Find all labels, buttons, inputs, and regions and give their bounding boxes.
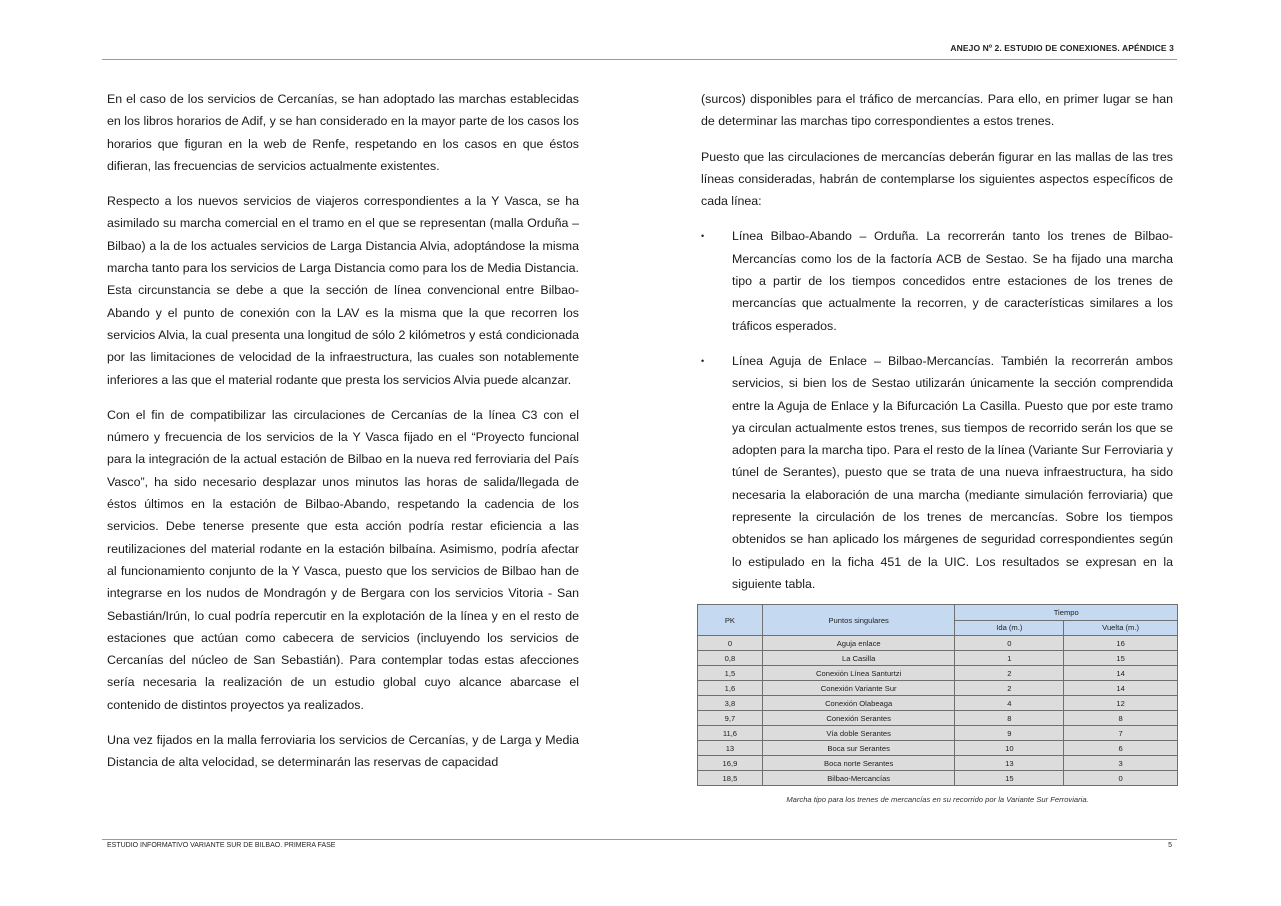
header-title: ANEJO Nº 2. ESTUDIO DE CONEXIONES. APÉNDICE 3 [950, 43, 1174, 53]
cell-ida: 8 [955, 711, 1064, 726]
list-item [701, 350, 1173, 595]
cell-vuelta: 8 [1064, 711, 1178, 726]
paragraph: En el caso de los servicios de Cercanías, se han adoptado las marchas establecidas en los libros horarios de Adif, y se han considerado en la mayor parte de los casos los horarios que figuran en la web de Renfe, respetando en los casos en que éstos difieran, las frecuencias de servicios actualmente existentes. [107, 92, 579, 173]
cell-punto: Conexión Variante Sur [762, 681, 955, 696]
header-tiempo: Tiempo [955, 605, 1178, 621]
cell-pk: 9,7 [698, 711, 763, 726]
list-item-text: Línea Bilbao-Abando – Orduña. La recorrerán tanto los trenes de Bilbao-Mercancías como los de la factoría ACB de Sestao. Se ha fijado una marcha tipo a partir de los tiempos concedidos entre estaciones de los trenes de mercancías que actualmente la recorren, y de características similares a los tráficos esperados. [732, 229, 1173, 333]
header-pk: PK [698, 605, 763, 636]
cell-vuelta: 14 [1064, 681, 1178, 696]
footer-title: ESTUDIO INFORMATIVO VARIANTE SUR DE BILBAO. PRIMERA FASE [107, 842, 336, 849]
cell-ida: 4 [955, 696, 1064, 711]
cell-vuelta: 3 [1064, 756, 1178, 771]
header-ida: Ida (m.) [955, 620, 1064, 636]
paragraph: Puesto que las circulaciones de mercancías deberán figurar en las mallas de las tres líneas consideradas, habrán de contemplarse los siguientes aspectos específicos de cada línea: [701, 149, 1173, 209]
cell-vuelta: 16 [1064, 636, 1178, 651]
table-row [698, 666, 1178, 681]
cell-ida: 2 [955, 681, 1064, 696]
cell-pk: 1,5 [698, 666, 763, 681]
table-caption: Marcha tipo para los trenes de mercancías en su recorrido por la Variante Sur Ferroviaria. [786, 795, 1089, 804]
table-row [698, 696, 1178, 711]
table-row [698, 771, 1178, 786]
table-row [698, 651, 1178, 666]
cell-ida: 13 [955, 756, 1064, 771]
cell-vuelta: 6 [1064, 741, 1178, 756]
page-footer [102, 839, 1177, 854]
freight-times-table [697, 604, 1178, 786]
cell-vuelta: 0 [1064, 771, 1178, 786]
paragraph: Una vez fijados en la malla ferroviaria los servicios de Cercanías, y de Larga y Media Distancia de alta velocidad, se determinarán las reservas de capacidad [107, 733, 579, 770]
cell-pk: 18,5 [698, 771, 763, 786]
cell-ida: 1 [955, 651, 1064, 666]
cell-vuelta: 14 [1064, 666, 1178, 681]
cell-punto: Vía doble Serantes [762, 726, 955, 741]
cell-ida: 10 [955, 741, 1064, 756]
cell-ida: 15 [955, 771, 1064, 786]
cell-punto: Conexión Línea Santurtzi [762, 666, 955, 681]
table-row [698, 636, 1178, 651]
left-column [107, 88, 579, 787]
cell-pk: 16,9 [698, 756, 763, 771]
cell-pk: 0,8 [698, 651, 763, 666]
cell-punto: Conexión Olabeaga [762, 696, 955, 711]
cell-ida: 0 [955, 636, 1064, 651]
list-item [701, 225, 1173, 336]
cell-pk: 0 [698, 636, 763, 651]
header-puntos: Puntos singulares [762, 605, 955, 636]
cell-vuelta: 7 [1064, 726, 1178, 741]
cell-pk: 13 [698, 741, 763, 756]
cell-punto: Conexión Serantes [762, 711, 955, 726]
table-row [698, 681, 1178, 696]
bullet-list [701, 225, 1173, 595]
cell-pk: 11,6 [698, 726, 763, 741]
header-vuelta: Vuelta (m.) [1064, 620, 1178, 636]
cell-punto: Boca norte Serantes [762, 756, 955, 771]
table-body [698, 636, 1178, 786]
cell-ida: 2 [955, 666, 1064, 681]
cell-punto: La Casilla [762, 651, 955, 666]
cell-punto: Bilbao-Mercancías [762, 771, 955, 786]
paragraph: (surcos) disponibles para el tráfico de mercancías. Para ello, en primer lugar se han de determinar las marchas tipo correspondientes a estos trenes. [701, 92, 1173, 129]
page-header [102, 42, 1177, 60]
list-item-text: Línea Aguja de Enlace – Bilbao-Mercancías. También la recorrerán ambos servicios, si bien los de Sestao utilizarán únicamente la sección comprendida entre la Aguja de Enlace y la Bifurcación La Casilla. Puesto que por este tramo ya circulan actualmente estos trenes, sus tiempos de recorrido serán los que se adopten para la marcha tipo. Para el resto de la línea (Variante Sur Ferroviaria y túnel de Serantes), puesto que se trata de una nueva infraestructura, ha sido necesaria la elaboración de una marcha (mediante simulación ferroviaria) que represente la circulación de los trenes de mercancías. Sobre los tiempos obtenidos se han aplicado los márgenes de seguridad correspondientes según lo estipulado en la ficha 451 de la UIC. Los resultados se expresan en la siguiente tabla. [732, 353, 1173, 591]
page-number: 5 [1168, 842, 1172, 849]
table-row [698, 741, 1178, 756]
bullet-icon: • [701, 355, 705, 366]
cell-pk: 1,6 [698, 681, 763, 696]
cell-vuelta: 15 [1064, 651, 1178, 666]
cell-punto: Boca sur Serantes [762, 741, 955, 756]
paragraph: Con el fin de compatibilizar las circulaciones de Cercanías de la línea C3 con el número y frecuencia de los servicios de la Y Vasca fijado en el “Proyecto funcional para la integración de la actual estación de Bilbao en la nueva red ferroviaria del País Vasco”, ha sido necesario desplazar unos minutos las horas de salida/llegada de éstos últimos en la estación de Bilbao-Abando, respetando la cadencia de los servicios. Debe tenerse presente que esta acción podría restar eficiencia a las reutilizaciones del material rodante en la estación bilbaína. Asimismo, podría afectar al funcionamiento conjunto de la Y Vasca, puesto que los servicios de Bilbao han de integrarse en los nudos de Mondragón y de Bergara con los servicios Vitoria - San Sebastián/Irún, lo cual podría repercutir en la explotación de la línea y en el resto de estaciones que actúan como cabecera de servicios (incluyendo los servicios de Cercanías del núcleo de San Sebastián). Para contemplar todas estas afecciones sería necesaria la realización de un estudio global cuyo alcance abarcase el contenido de distintos proyectos ya realizados. [107, 407, 579, 712]
table-row [698, 726, 1178, 741]
paragraph: Respecto a los nuevos servicios de viajeros correspondientes a la Y Vasca, se ha asimilado su marcha comercial en el tramo en el que se representan (malla Orduña – Bilbao) a la de los actuales servicios de Larga Distancia Alvia, adoptándose la misma marcha tanto para los servicios de Larga Distancia como para los de Media Distancia. Esta circunstancia se debe a que la sección de línea convencional entre Bilbao-Abando y el punto de conexión con la LAV es la misma que la que recorren los servicios Alvia, la cual presenta una longitud de sólo 2 kilómetros y está condicionada por las limitaciones de velocidad de la infraestructura, las cuales son notablemente inferiores a las que el material rodante que presta los servicios Alvia puede alcanzar. [107, 194, 579, 387]
cell-punto: Aguja enlace [762, 636, 955, 651]
cell-ida: 9 [955, 726, 1064, 741]
bullet-icon: • [701, 231, 705, 242]
cell-pk: 3,8 [698, 696, 763, 711]
table-row [698, 756, 1178, 771]
table-row [698, 711, 1178, 726]
right-column [701, 88, 1173, 608]
cell-vuelta: 12 [1064, 696, 1178, 711]
